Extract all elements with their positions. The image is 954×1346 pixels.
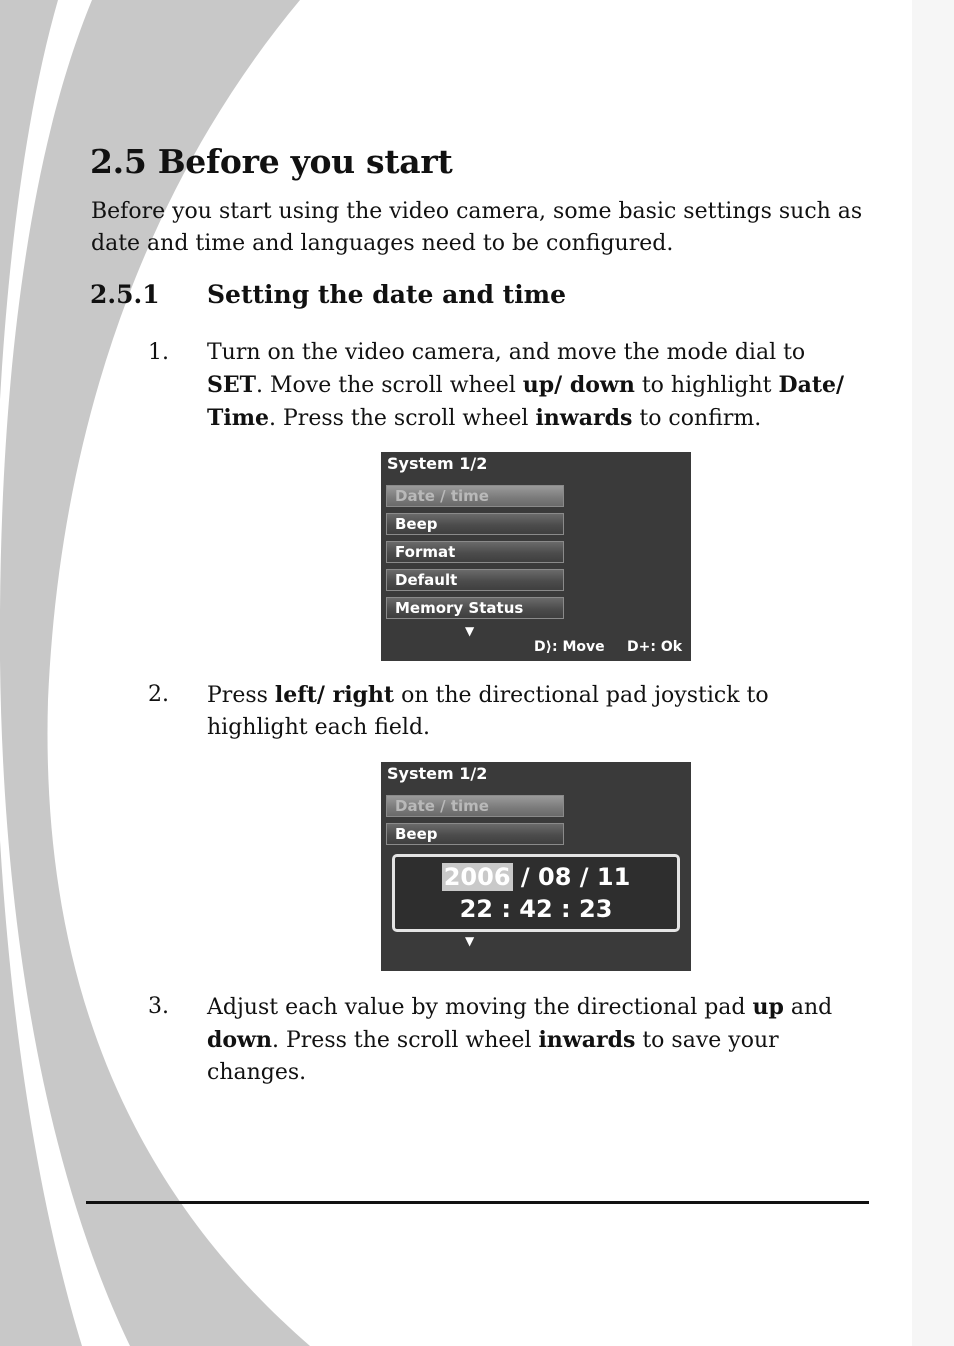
step-emphasis: SET (207, 372, 257, 398)
step-run: Press (207, 683, 275, 708)
step-emphasis: up/ down (522, 372, 635, 398)
step-run: and (783, 995, 833, 1020)
date-field: 2006 / 08 / 11 (443, 863, 631, 891)
step-run: to highlight (634, 373, 779, 398)
step-run: on the directional pad joystick to highlight each field. (207, 683, 769, 740)
step-2 (148, 679, 868, 744)
menu-item-date-time: Date / time (386, 485, 564, 507)
step-run: to save your changes. (207, 1028, 779, 1085)
step-text (207, 679, 868, 744)
step-run: . Press the scroll wheel (269, 406, 536, 431)
step-number: 1. (148, 340, 169, 365)
ok-hint: D+: Ok (627, 639, 683, 655)
step-run: to confirm. (632, 406, 762, 431)
menu-item-format: Format (386, 541, 564, 563)
section-intro: Before you start using the video camera, some basic settings such as date and time and languages need to be configured. (91, 199, 863, 256)
step-run: . Press the scroll wheel (272, 1028, 539, 1053)
menu-item-beep: Beep (386, 823, 564, 845)
step-text (207, 991, 868, 1089)
step-emphasis: Date/ Time (207, 372, 845, 431)
step-emphasis: down (207, 1027, 272, 1053)
scroll-down-arrow-icon: ▼ (465, 934, 475, 948)
step-number: 2. (148, 682, 169, 707)
move-hint: D⟩: Move (534, 639, 605, 655)
step-text (207, 337, 868, 435)
step-emphasis: inwards (538, 1027, 636, 1053)
date-time-dialog (392, 854, 680, 932)
scroll-down-arrow-icon: ▼ (465, 624, 475, 638)
step-number: 3. (148, 994, 169, 1019)
step-emphasis: inwards (535, 405, 633, 431)
screen-title: System 1/2 (387, 454, 488, 473)
year-field-highlighted: 2006 (443, 863, 511, 891)
subsection-heading: 2.5.1 Setting the date and time (90, 280, 567, 309)
footer-rule (86, 1201, 869, 1204)
step-run: . Move the scroll wheel (256, 373, 523, 398)
section-heading: 2.5 Before you start (90, 142, 453, 181)
step-emphasis: left/ right (274, 682, 395, 708)
step-emphasis: up (752, 994, 784, 1020)
scroll-press-icon: D+ (627, 639, 651, 655)
step-1 (148, 337, 868, 435)
camera-screen-date-time (381, 762, 691, 971)
step-run: Adjust each value by moving the directional pad (207, 995, 753, 1020)
menu-item-date-time: Date / time (386, 795, 564, 817)
time-field: 22 : 42 : 23 (459, 895, 613, 923)
camera-screen-system-menu (381, 452, 691, 661)
scroll-wheel-icon: D⟩ (534, 639, 553, 655)
step-run: Turn on the video camera, and move the mode dial to (207, 340, 806, 365)
menu-item-beep: Beep (386, 513, 564, 535)
menu-item-memory-status: Memory Status (386, 597, 564, 619)
screen-title: System 1/2 (387, 764, 488, 783)
step-3 (148, 991, 868, 1089)
menu-item-default: Default (386, 569, 564, 591)
